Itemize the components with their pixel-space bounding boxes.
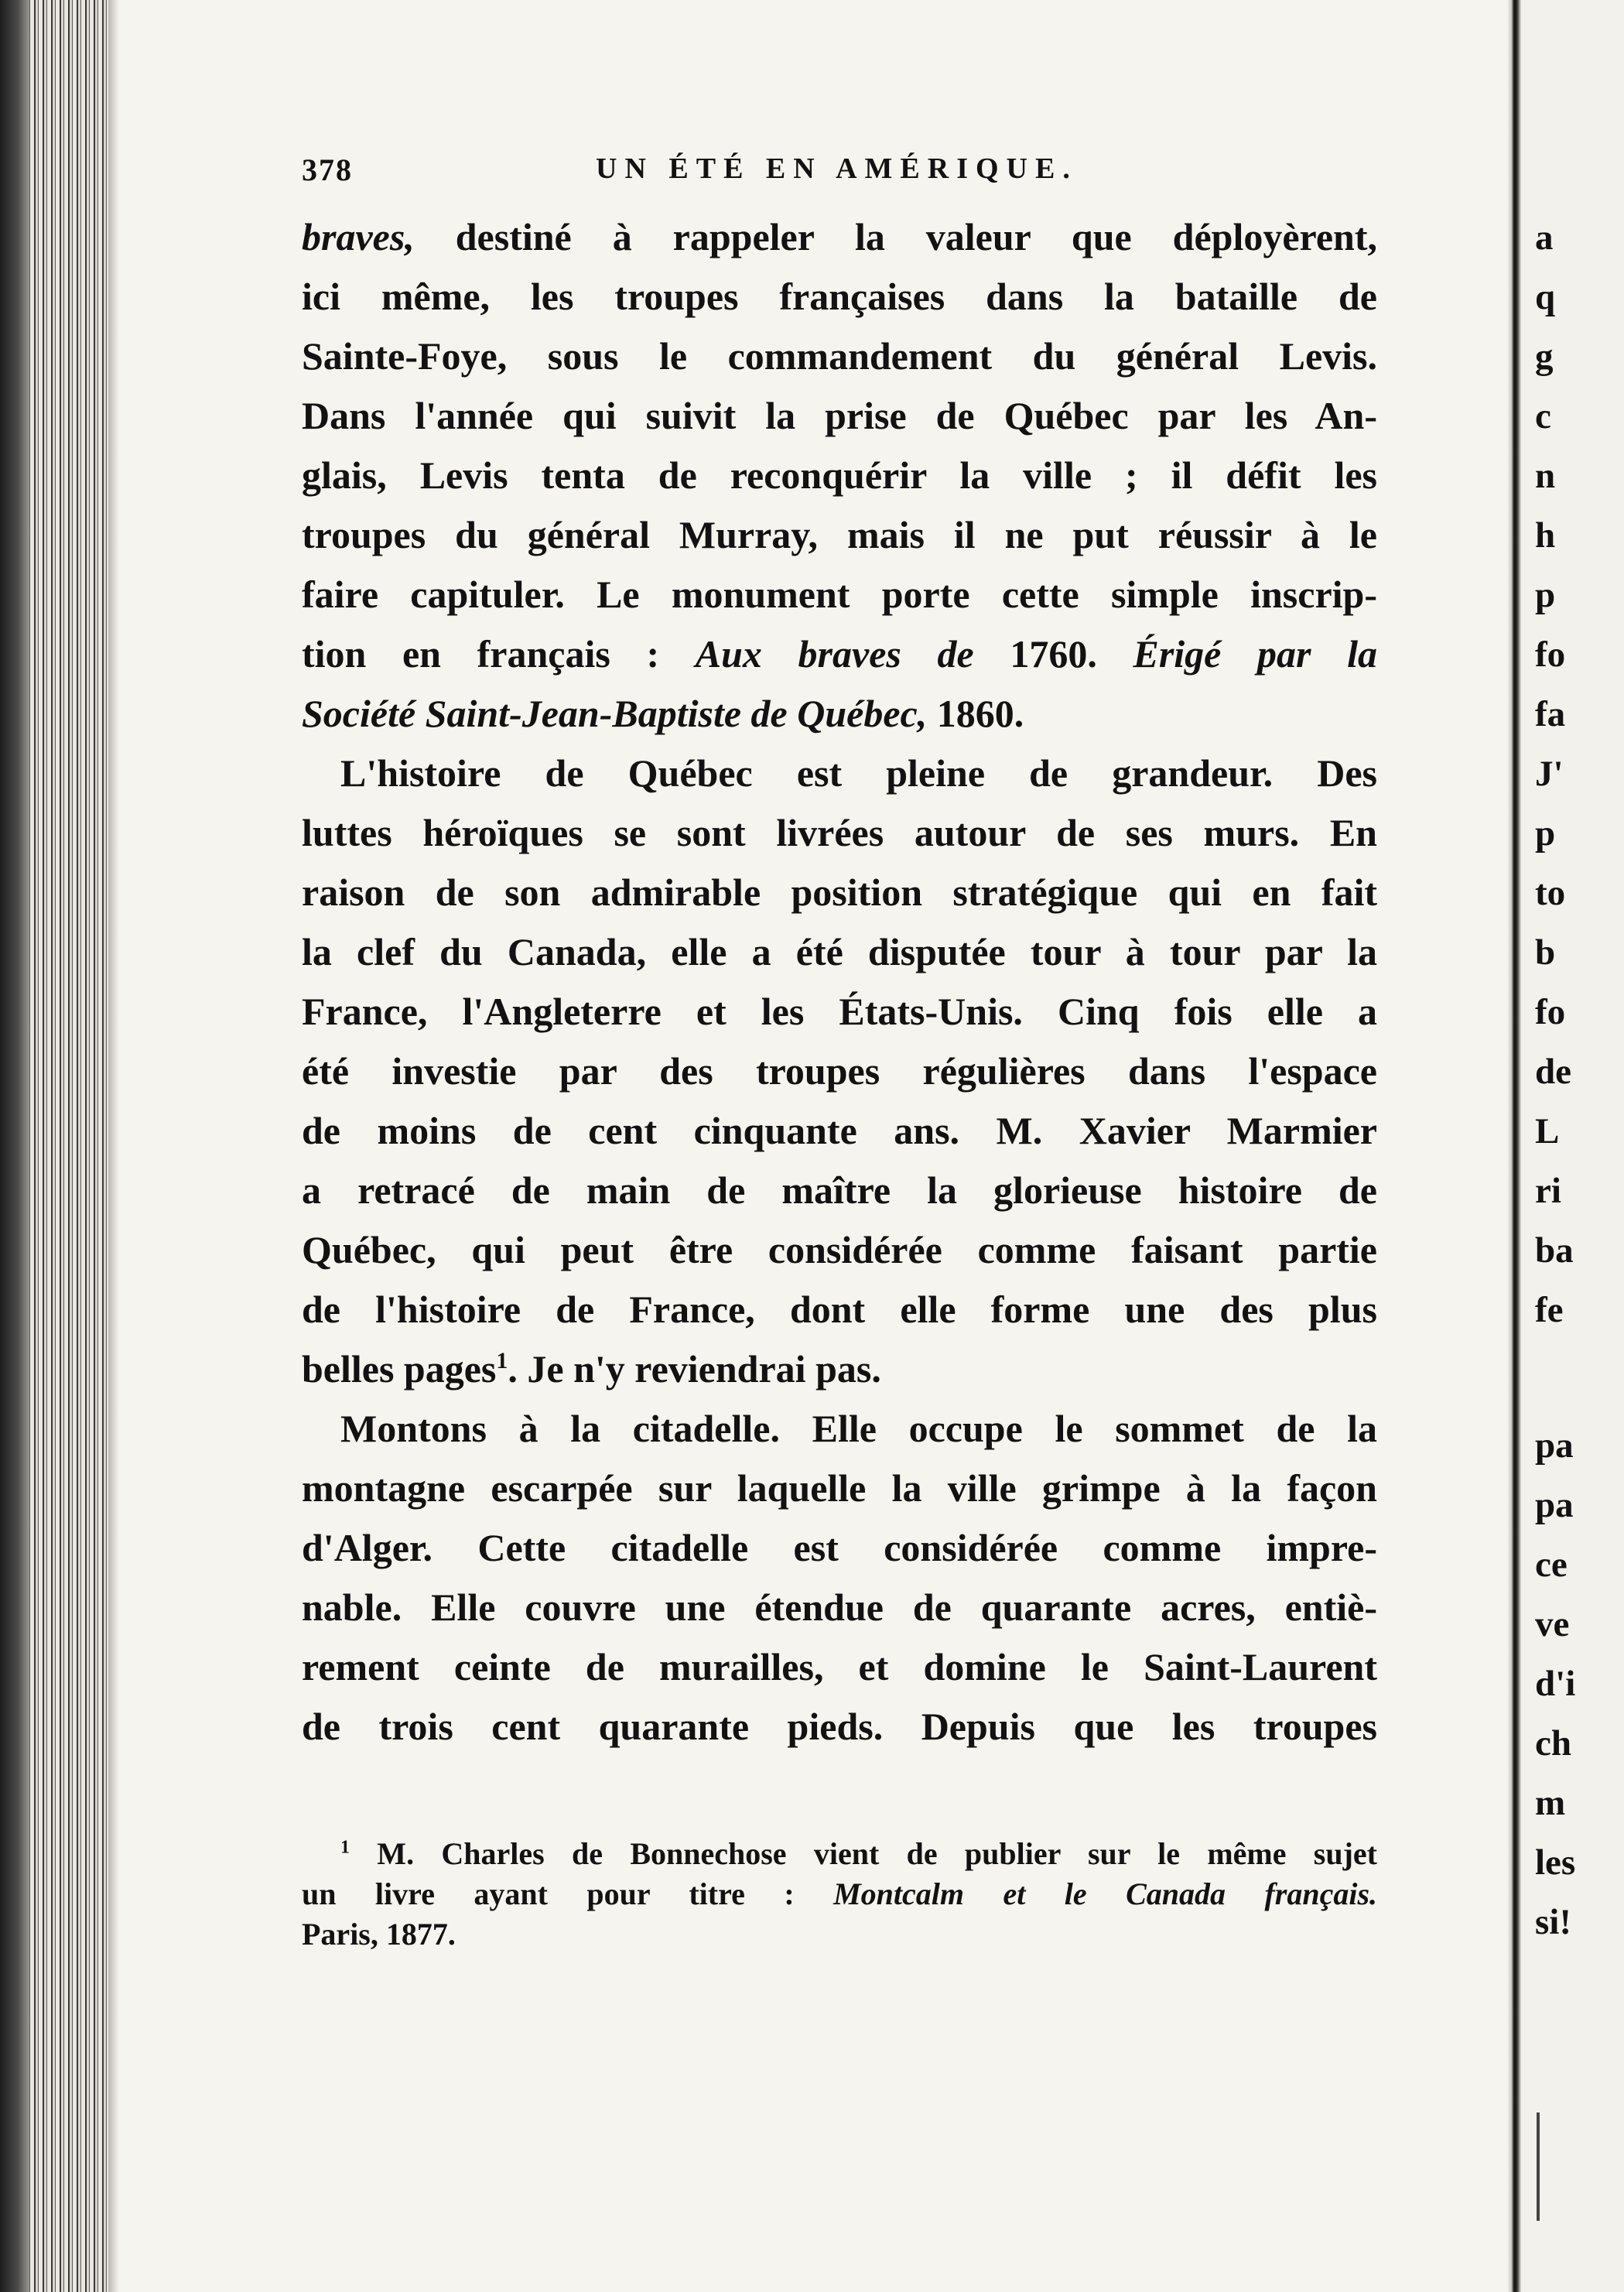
gutter-fold bbox=[1507, 0, 1521, 2292]
facing-fragment: m bbox=[1535, 1783, 1566, 1823]
italic-phrase: Société Saint-Jean-Baptiste de Québec, bbox=[302, 692, 928, 735]
facing-fragment: fo bbox=[1535, 635, 1566, 675]
text-line: luttes héroïques se sont livrées autour de ses murs. En bbox=[302, 811, 1377, 854]
text-line: glais, Levis tenta de reconquérir la ville ; il défit les bbox=[302, 453, 1377, 497]
text-line: la clef du Canada, elle a été disputée tour à tour par la bbox=[302, 930, 1377, 973]
facing-fragment: ve bbox=[1535, 1604, 1570, 1644]
running-head bbox=[302, 152, 1377, 198]
text-line: été investie par des troupes régulières dans l'espace bbox=[302, 1049, 1377, 1093]
text-line: de l'histoire de France, dont elle forme une des plus bbox=[302, 1288, 1377, 1331]
text-line: de moins de cent cinquante ans. M. Xavier Marmier bbox=[302, 1109, 1377, 1152]
facing-fragment: c bbox=[1535, 396, 1551, 436]
paragraph-start-line: Montons à la citadelle. Elle occupe le sommet de la bbox=[340, 1407, 1377, 1450]
italic-phrase: Érigé par la bbox=[1133, 632, 1377, 676]
facing-page bbox=[1521, 0, 1624, 2292]
body-text bbox=[302, 207, 1377, 1757]
facing-fragment: n bbox=[1535, 456, 1556, 496]
facing-fragment: p bbox=[1535, 575, 1556, 615]
paragraph-start-line: L'histoire de Québec est pleine de grandeur. Des bbox=[340, 751, 1377, 795]
italic-phrase: Aux braves de bbox=[695, 632, 974, 676]
facing-fragment: g bbox=[1535, 337, 1554, 377]
text-line: belles pages$^1$. Je n'y reviendrai pas. bbox=[302, 1347, 881, 1391]
facing-fragment: ba bbox=[1535, 1230, 1574, 1271]
text-line: rement ceinte de murailles, et domine le Saint-Laurent bbox=[302, 1645, 1377, 1688]
text-line: tion en français : Aux braves de 1760. Érigé par la bbox=[302, 632, 1377, 676]
footnote bbox=[302, 1834, 1377, 1955]
facing-fragment: si! bbox=[1535, 1902, 1571, 1942]
facing-fragment: d'i bbox=[1535, 1664, 1576, 1704]
facing-fragment: J' bbox=[1535, 754, 1564, 794]
text-line: ici même, les troupes françaises dans la bataille de bbox=[302, 275, 1377, 318]
facing-fragment: pa bbox=[1535, 1425, 1574, 1466]
italic-word: braves, bbox=[302, 215, 415, 258]
text-line: France, l'Angleterre et les États-Unis. Cinq fois elle a bbox=[302, 990, 1377, 1033]
text-line: d'Alger. Cette citadelle est considérée comme impre- bbox=[302, 1526, 1377, 1569]
footnote-line: $^1$ M. Charles de Bonnechose vient de publier sur le même sujet bbox=[340, 1836, 1377, 1871]
facing-fragment: to bbox=[1535, 873, 1566, 913]
facing-fragment: ch bbox=[1535, 1723, 1571, 1763]
text-line: nable. Elle couvre une étendue de quarante acres, entiè- bbox=[302, 1586, 1377, 1629]
footnote-ref: 1 bbox=[496, 1348, 508, 1373]
text-line: Québec, qui peut être considérée comme faisant partie bbox=[302, 1228, 1377, 1271]
facing-fragment: fe bbox=[1535, 1290, 1564, 1330]
footnote-marker: 1 bbox=[340, 1837, 350, 1858]
facing-fragment: a bbox=[1535, 217, 1554, 258]
text-line: raison de son admirable position stratégique qui en fait bbox=[302, 871, 1377, 914]
text-line: braves, destiné à rappeler la valeur que déployèrent, bbox=[302, 215, 1377, 258]
page-edge-mark bbox=[1537, 2112, 1540, 2221]
text-line: a retracé de main de maître la glorieuse histoire de bbox=[302, 1168, 1377, 1212]
facing-fragment: h bbox=[1535, 515, 1556, 556]
facing-fragment: L bbox=[1535, 1111, 1560, 1151]
text-line: montagne escarpée sur laquelle la ville grimpe à la façon bbox=[302, 1466, 1377, 1510]
text-line: de trois cent quarante pieds. Depuis que les troupes bbox=[302, 1705, 1377, 1748]
footnote-book-title: Montcalm et le Canada français. bbox=[833, 1876, 1378, 1911]
text-line: faire capituler. Le monument porte cette simple inscrip- bbox=[302, 573, 1377, 616]
facing-fragment: les bbox=[1535, 1842, 1576, 1883]
text-line: Dans l'année qui suivit la prise de Québec par les An- bbox=[302, 394, 1377, 437]
facing-fragment: fo bbox=[1535, 992, 1566, 1032]
facing-fragment: b bbox=[1535, 932, 1556, 973]
text-line: Société Saint-Jean-Baptiste de Québec, 1860. bbox=[302, 692, 1024, 735]
facing-fragment: q bbox=[1535, 277, 1556, 317]
facing-fragment: p bbox=[1535, 813, 1556, 854]
facing-fragment: ce bbox=[1535, 1545, 1568, 1585]
facing-fragment: fa bbox=[1535, 694, 1566, 734]
footnote-line: Paris, 1877. bbox=[302, 1917, 456, 1952]
facing-fragment: ri bbox=[1535, 1171, 1561, 1211]
text-line: troupes du général Murray, mais il ne put réussir à le bbox=[302, 513, 1377, 556]
running-title: UN ÉTÉ EN AMÉRIQUE. bbox=[596, 152, 1078, 185]
footnote-line: un livre ayant pour titre : Montcalm et le Canada français. bbox=[302, 1876, 1378, 1911]
facing-fragment: de bbox=[1535, 1052, 1571, 1092]
text-line: Sainte-Foye, sous le commandement du général Levis. bbox=[302, 334, 1377, 378]
page-number: 378 bbox=[302, 152, 353, 187]
facing-fragment: pa bbox=[1535, 1485, 1574, 1525]
